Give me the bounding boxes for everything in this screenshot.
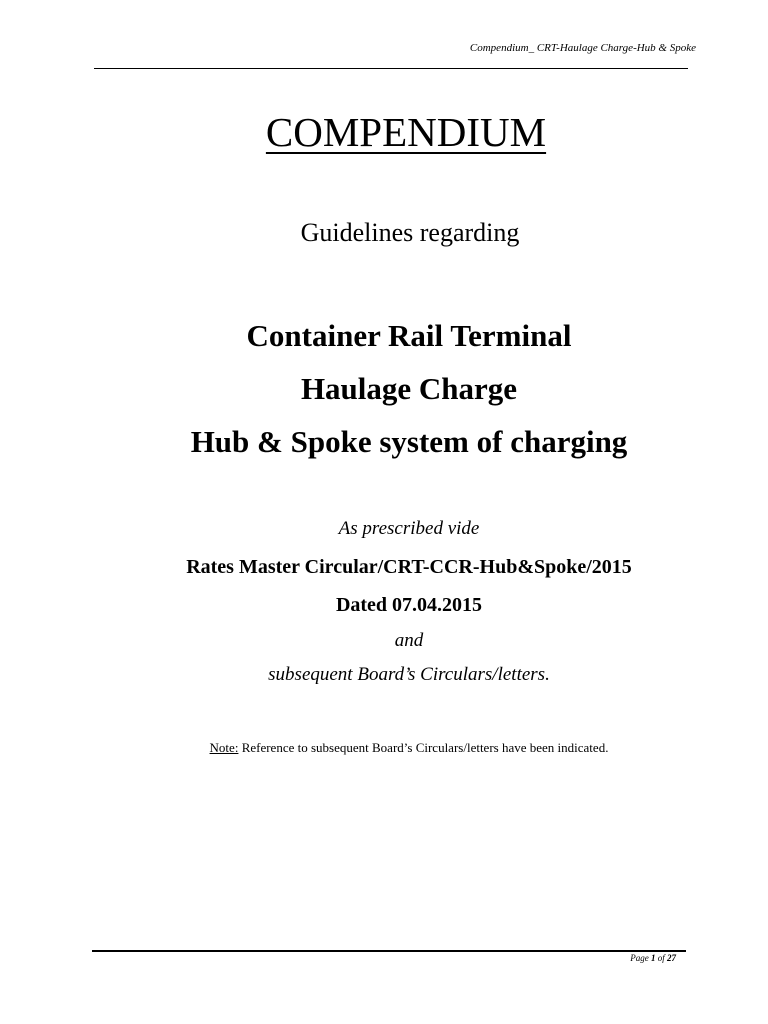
circular-date: Dated 07.04.2015 — [335, 594, 483, 616]
main-heading-line: Hub & Spoke system of charging — [190, 424, 628, 459]
note-label: Note: — [209, 740, 239, 755]
total-pages: 27 — [667, 953, 676, 963]
subtitle: Guidelines regarding — [300, 218, 520, 247]
prescribed-text: As prescribed vide — [338, 518, 480, 539]
main-heading-line: Container Rail Terminal — [246, 318, 572, 353]
note-text: Reference to subsequent Board’s Circulars/letters have been indicated. — [238, 740, 609, 755]
footer-rule — [92, 950, 686, 952]
subsequent-circulars-text: subsequent Board’s Circulars/letters. — [268, 664, 550, 685]
running-header: Compendium_ CRT-Haulage Charge-Hub & Spoke — [469, 42, 696, 54]
main-heading-line: Haulage Charge — [300, 371, 518, 406]
conjunction-text: and — [394, 630, 424, 651]
document-title-text: COMPENDIUM — [265, 109, 547, 155]
note — [0, 739, 768, 757]
header-rule — [94, 68, 688, 69]
page-number: 1 — [650, 953, 656, 963]
document-title — [0, 108, 768, 156]
main-heading — [0, 309, 768, 468]
page-word: Page — [630, 953, 649, 963]
circular-reference: Rates Master Circular/CRT-CCR-Hub&Spoke/2015 — [186, 556, 632, 578]
of-word: of — [657, 953, 665, 963]
page-footer — [630, 953, 676, 963]
